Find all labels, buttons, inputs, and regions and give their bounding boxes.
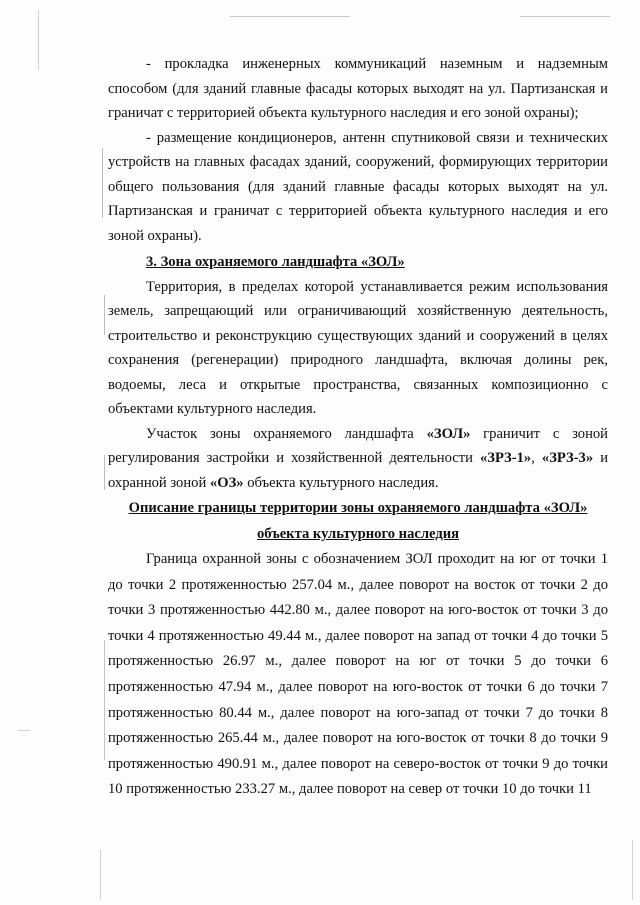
text-segment: граничит с зоной регулирования застройки и хозяйственной деятельности xyxy=(108,425,608,466)
text-segment: , xyxy=(531,450,542,466)
section-3-definition-paragraph: Территория, в пределах которой устанавливается режим использования земель, запрещающий или ограничивающий хозяйственную деятельность, строительство и реконструкцию существующих зданий и сооружений в целях сохранения (регенерации) природного ландшафта, включая долины рек, водоемы, леса и открытые пространства, связанных композиционно с объектами культурного наследия. xyxy=(108,278,608,417)
zone-code-zrz1: «ЗРЗ-1» xyxy=(479,450,532,466)
bullet-paragraph-communications: - прокладка инженерных коммуникаций наземным и надземным способом (для зданий главные фасады которых выходят на ул. Партизанская и граничат с территорией объекта культурного наследия и его зоной охраны); xyxy=(108,56,608,121)
section-3-heading: 3. Зона охраняемого ландшафта «ЗОЛ» xyxy=(146,254,405,270)
document-body xyxy=(108,52,608,803)
scan-artifact-left-6 xyxy=(100,850,101,900)
zone-code-zrz3: «ЗРЗ-3» xyxy=(541,450,594,466)
scan-artifact-top-right xyxy=(520,16,610,17)
text-segment: объекта культурного наследия. xyxy=(243,474,439,491)
scan-artifact-left-7 xyxy=(18,730,30,731)
bullet-paragraph-air-conditioners: - размещение кондиционеров, антенн спутниковой связи и технических устройств на главных фасадах зданий, сооружений, формирующих территории общего пользования (для зданий главные фасады которых выходят на ул. Партизанская и граничат с территорией объекта культурного наследия и его зоной охраны). xyxy=(108,129,608,244)
zone-code-oz: «ОЗ» xyxy=(209,474,244,491)
boundary-description-paragraph: Граница охранной зоны с обозначением ЗОЛ проходит на юг от точки 1 до точки 2 протяженностью 257.04 м., далее поворот на восток от точки 2 до точки 3 протяженностью 442.80 м., далее поворот на юго-восток от точки 3 до точки 4 протяженностью 49.44 м., далее поворот на запад от точки 4 до точки 5 протяженностью 26.97 м., далее поворот на юг от точки 5 до точки 6 протяженностью 47.94 м., далее поворот на юго-восток от точки 6 до точки 7 протяженностью 80.44 м., далее поворот на юго-запад от точки 7 до точки 8 протяженностью 265.44 м., далее поворот на юго-восток от точки 8 до точки 9 протяженностью 490.91 м., далее поворот на северо-восток от точки 9 до точки 10 протяженностью 233.27 м., далее поворот на север от точки 10 до точки 11 xyxy=(108,551,608,798)
scan-artifact-top xyxy=(230,16,350,17)
zone-code-zol: «ЗОЛ» xyxy=(426,425,471,442)
scan-artifact-right xyxy=(632,840,633,900)
boundary-description-heading-line-2: объекта культурного наследия xyxy=(256,526,460,542)
scan-artifact-left-2 xyxy=(102,148,103,218)
section-3-boundary-zones-paragraph xyxy=(108,422,608,496)
scan-artifact-left-4 xyxy=(104,455,105,490)
boundary-description-heading-line-1: Описание границы территории зоны охраняемого ландшафта «ЗОЛ» xyxy=(128,500,588,516)
text-segment: и охранной зоной xyxy=(108,450,609,491)
text-segment: Участок зоны охраняемого ландшафта xyxy=(146,425,427,442)
scan-artifact-left-1 xyxy=(38,10,39,70)
scan-artifact-left-5 xyxy=(104,640,105,760)
scan-artifact-left-3 xyxy=(104,295,105,335)
